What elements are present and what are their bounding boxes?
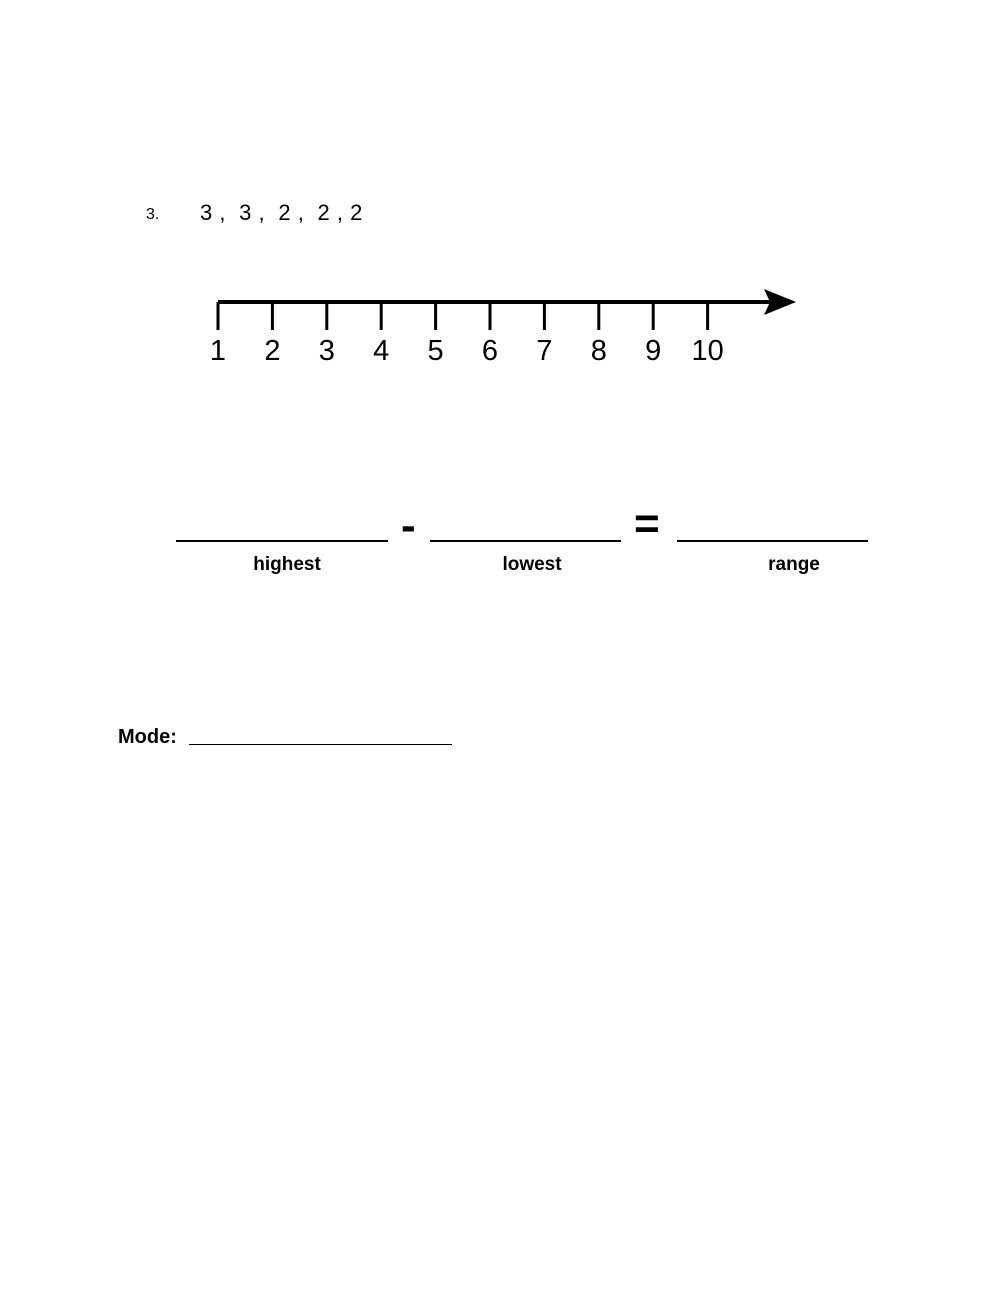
- number-line: [0, 0, 1000, 400]
- highest-blank[interactable]: [176, 540, 388, 542]
- mode-label: Mode:: [118, 726, 177, 748]
- range-blank[interactable]: [677, 540, 868, 542]
- tick-label: 6: [481, 335, 499, 367]
- tick-label: 1: [209, 335, 227, 367]
- tick-label: 5: [427, 335, 444, 367]
- lowest-label: lowest: [502, 554, 562, 575]
- range-label: range: [768, 554, 820, 575]
- tick-label: 8: [590, 335, 607, 367]
- equals-sign: =: [634, 499, 660, 548]
- lowest-blank[interactable]: [430, 540, 621, 542]
- tick-label: 9: [645, 335, 662, 367]
- tick-label: 2: [264, 335, 281, 367]
- minus-sign: -: [401, 501, 416, 550]
- highest-label: highest: [253, 554, 321, 575]
- question-number: 3.: [146, 206, 160, 223]
- tick-label: 10: [691, 335, 724, 367]
- question-values: 3 , 3 , 2 , 2 , 2: [200, 200, 363, 225]
- tick-label: 3: [318, 335, 335, 367]
- tick-label: 7: [536, 335, 553, 367]
- number-line-ticks: [210, 302, 724, 367]
- mode-blank[interactable]: [189, 744, 452, 745]
- tick-label: 4: [373, 335, 390, 367]
